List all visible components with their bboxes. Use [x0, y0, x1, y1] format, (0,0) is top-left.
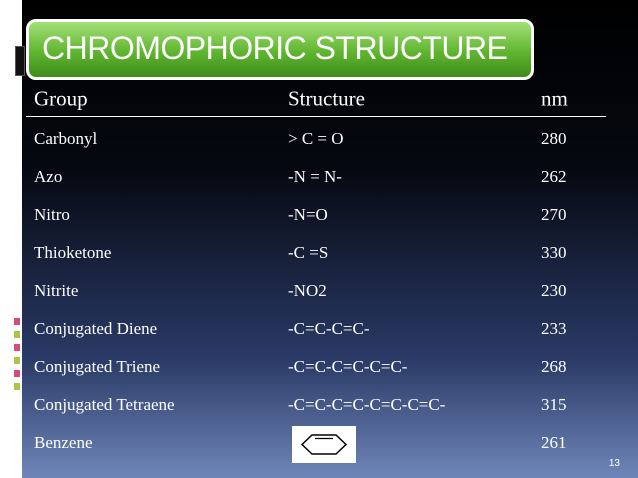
- cell-group: Nitro: [34, 205, 70, 224]
- cell-nm: 330: [541, 243, 567, 262]
- accent-square: [14, 331, 20, 338]
- cell-nm: 315: [541, 395, 567, 414]
- table-row: [26, 234, 606, 272]
- cell-nm: 262: [541, 167, 567, 186]
- cell-nm: 233: [541, 319, 567, 338]
- cell-structure: -NO2: [288, 281, 327, 300]
- cell-group: Conjugated Triene: [34, 357, 161, 376]
- cell-nm: 268: [541, 357, 567, 376]
- accent-square: [14, 383, 20, 390]
- header-structure: Structure: [288, 86, 365, 111]
- accent-square: [14, 370, 20, 377]
- cell-structure: -C =S: [288, 243, 329, 262]
- title-box: [26, 19, 534, 80]
- table-row: [26, 424, 606, 462]
- header-nm: nm: [541, 86, 568, 111]
- cell-group: Nitrite: [34, 281, 79, 300]
- cell-group: Conjugated Diene: [34, 319, 158, 338]
- table-row: [26, 120, 606, 158]
- table-row: [26, 310, 606, 348]
- benzene-ring-icon: [292, 426, 356, 463]
- benzene-ring-icon: [292, 426, 356, 463]
- accent-squares: [14, 318, 22, 396]
- chromophore-table: [26, 82, 606, 462]
- cell-structure: -N = N-: [288, 167, 342, 186]
- accent-square: [14, 344, 20, 351]
- table-row: [26, 386, 606, 424]
- cell-structure: > C = O: [288, 129, 344, 148]
- cell-group: Azo: [34, 167, 63, 186]
- page-number: 13: [608, 458, 620, 469]
- cell-group: Thioketone: [34, 243, 112, 262]
- accent-square: [14, 318, 20, 325]
- cell-structure: -N=O: [288, 205, 328, 224]
- cell-group: Conjugated Tetraene: [34, 395, 175, 414]
- cell-nm: 230: [541, 281, 567, 300]
- cell-structure: -C=C-C=C-: [288, 319, 370, 338]
- cell-structure: -C=C-C=C-C=C-C=C-: [288, 395, 446, 414]
- cell-group: Carbonyl: [34, 129, 98, 148]
- left-decor-tab: [15, 46, 25, 76]
- table-header-row: [26, 82, 606, 117]
- table-row: [26, 158, 606, 196]
- table-row: [26, 196, 606, 234]
- header-group: Group: [34, 86, 88, 111]
- accent-square: [14, 357, 20, 364]
- table-row: [26, 272, 606, 310]
- table-row: [26, 348, 606, 386]
- slide-title: CHROMOPHORIC STRUCTURE: [42, 30, 508, 66]
- cell-nm: 280: [541, 129, 567, 148]
- cell-structure: -C=C-C=C-C=C-: [288, 357, 408, 376]
- cell-group: Benzene: [34, 433, 93, 452]
- cell-nm: 261: [541, 433, 567, 452]
- cell-nm: 270: [541, 205, 567, 224]
